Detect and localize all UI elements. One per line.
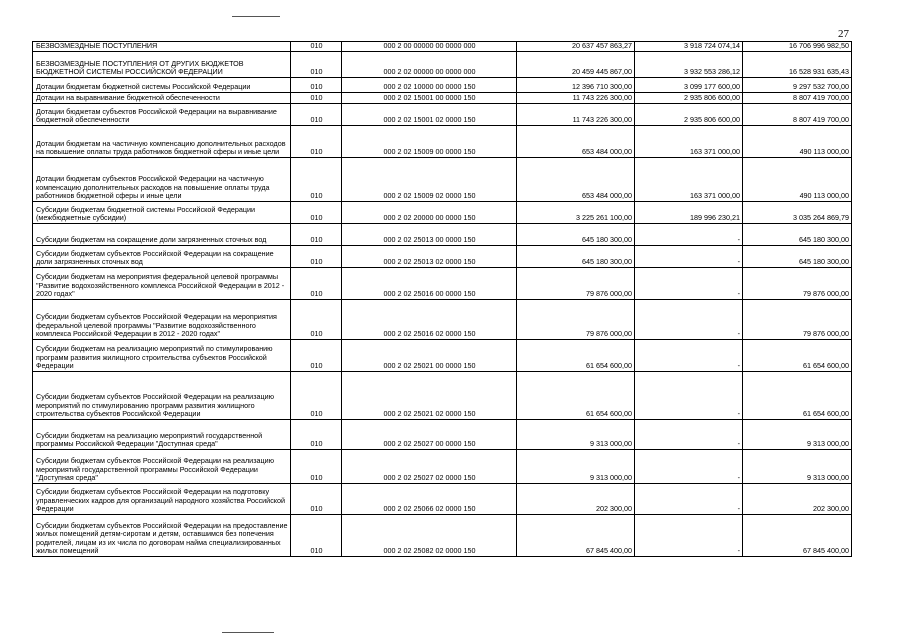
row-plan-value: 645 180 300,00 — [517, 246, 635, 268]
budget-table-body — [33, 42, 852, 557]
row-admin-code: 010 — [291, 42, 342, 52]
row-budget-code: 000 2 02 25021 00 0000 150 — [342, 340, 517, 372]
row-total-value: 3 035 264 869,79 — [743, 202, 852, 224]
row-plan-value: 79 876 000,00 — [517, 300, 635, 340]
row-change-value: - — [635, 450, 743, 484]
row-budget-code: 000 2 02 25027 02 0000 150 — [342, 450, 517, 484]
row-change-value: - — [635, 224, 743, 246]
row-total-value: 645 180 300,00 — [743, 246, 852, 268]
row-admin-code: 010 — [291, 450, 342, 484]
row-change-value: - — [635, 340, 743, 372]
row-total-value: 9 313 000,00 — [743, 450, 852, 484]
row-plan-value: 653 484 000,00 — [517, 158, 635, 202]
row-plan-value: 20 637 457 863,27 — [517, 42, 635, 52]
row-name: Дотации бюджетам на частичную компенсацию дополнительных расходов на повышение оплаты труда работников бюджетной сферы и иные цели — [33, 126, 291, 158]
row-name: Субсидии бюджетам на реализацию мероприятий по стимулированию программ развития жилищного строительства субъектов Российской Федерации — [33, 340, 291, 372]
row-change-value: 189 996 230,21 — [635, 202, 743, 224]
row-budget-code: 000 2 02 25021 02 0000 150 — [342, 372, 517, 420]
row-change-value: - — [635, 420, 743, 450]
budget-table — [32, 41, 852, 557]
row-budget-code: 000 2 02 25016 00 0000 150 — [342, 268, 517, 300]
row-budget-code: 000 2 02 25066 02 0000 150 — [342, 484, 517, 515]
row-name: Дотации бюджетам субъектов Российской Федерации на частичную компенсацию дополнительных расходов на повышение оплаты труда работников бюджетной сферы и иные цели — [33, 158, 291, 202]
row-budget-code: 000 2 02 15001 00 0000 150 — [342, 93, 517, 104]
row-name: Субсидии бюджетам бюджетной системы Российской Федерации (межбюджетные субсидии) — [33, 202, 291, 224]
row-total-value: 645 180 300,00 — [743, 224, 852, 246]
table-row — [33, 340, 852, 372]
row-admin-code: 010 — [291, 202, 342, 224]
row-budget-code: 000 2 02 25082 02 0000 150 — [342, 515, 517, 557]
row-name: Субсидии бюджетам субъектов Российской Федерации на подготовку управленческих кадров для организаций народного хозяйства Российской Федерации — [33, 484, 291, 515]
row-budget-code: 000 2 02 25013 00 0000 150 — [342, 224, 517, 246]
row-plan-value: 645 180 300,00 — [517, 224, 635, 246]
row-plan-value: 79 876 000,00 — [517, 268, 635, 300]
scan-mark-bottom — [222, 632, 274, 633]
row-admin-code: 010 — [291, 515, 342, 557]
row-change-value: 3 932 553 286,12 — [635, 52, 743, 78]
row-budget-code: 000 2 02 25013 02 0000 150 — [342, 246, 517, 268]
table-row — [33, 52, 852, 78]
row-name: Субсидии бюджетам субъектов Российской Федерации на мероприятия федеральной целевой программы "Развитие водохозяйственного комплекса Российской Федерации в 2012 - 2020 годах" — [33, 300, 291, 340]
row-name: Субсидии бюджетам на реализацию мероприятий государственной программы Российской Федерации "Доступная среда" — [33, 420, 291, 450]
row-admin-code: 010 — [291, 246, 342, 268]
row-name: Субсидии бюджетам субъектов Российской Федерации на предоставление жилых помещений детям-сиротам и детям, оставшимся без попечения родителей, лицам из их числа по договорам найма специализированных жилых помещений — [33, 515, 291, 557]
row-total-value: 202 300,00 — [743, 484, 852, 515]
row-budget-code: 000 2 02 25016 02 0000 150 — [342, 300, 517, 340]
table-row — [33, 450, 852, 484]
scan-mark-top — [232, 16, 280, 17]
row-budget-code: 000 2 02 00000 00 0000 000 — [342, 52, 517, 78]
row-total-value: 61 654 600,00 — [743, 372, 852, 420]
row-plan-value: 67 845 400,00 — [517, 515, 635, 557]
row-admin-code: 010 — [291, 268, 342, 300]
row-admin-code: 010 — [291, 372, 342, 420]
row-total-value: 9 313 000,00 — [743, 420, 852, 450]
table-row — [33, 420, 852, 450]
row-name: Субсидии бюджетам субъектов Российской Федерации на реализацию мероприятий по стимулированию программ развития жилищного строительства субъектов Российской Федерации — [33, 372, 291, 420]
table-row — [33, 372, 852, 420]
row-total-value: 61 654 600,00 — [743, 340, 852, 372]
row-budget-code: 000 2 02 15009 00 0000 150 — [342, 126, 517, 158]
row-name: БЕЗВОЗМЕЗДНЫЕ ПОСТУПЛЕНИЯ — [33, 42, 291, 52]
row-admin-code: 010 — [291, 52, 342, 78]
row-change-value: 2 935 806 600,00 — [635, 93, 743, 104]
row-budget-code: 000 2 02 20000 00 0000 150 — [342, 202, 517, 224]
table-row — [33, 515, 852, 557]
row-plan-value: 9 313 000,00 — [517, 450, 635, 484]
row-admin-code: 010 — [291, 78, 342, 93]
row-total-value: 490 113 000,00 — [743, 126, 852, 158]
row-change-value: - — [635, 515, 743, 557]
row-name: Субсидии бюджетам субъектов Российской Федерации на реализацию мероприятий государственной программы Российской Федерации "Доступная среда" — [33, 450, 291, 484]
row-admin-code: 010 — [291, 420, 342, 450]
table-row — [33, 246, 852, 268]
row-admin-code: 010 — [291, 300, 342, 340]
row-admin-code: 010 — [291, 158, 342, 202]
row-admin-code: 010 — [291, 340, 342, 372]
row-total-value: 79 876 000,00 — [743, 268, 852, 300]
table-row — [33, 268, 852, 300]
row-change-value: - — [635, 372, 743, 420]
table-row — [33, 126, 852, 158]
row-admin-code: 010 — [291, 484, 342, 515]
row-admin-code: 010 — [291, 224, 342, 246]
row-name: Дотации бюджетам бюджетной системы Российской Федерации — [33, 78, 291, 93]
row-plan-value: 3 225 261 100,00 — [517, 202, 635, 224]
row-name: Дотации на выравнивание бюджетной обеспеченности — [33, 93, 291, 104]
row-change-value: 3 099 177 600,00 — [635, 78, 743, 93]
row-change-value: - — [635, 246, 743, 268]
page-number: 27 — [838, 28, 849, 40]
row-change-value: 163 371 000,00 — [635, 126, 743, 158]
row-change-value: - — [635, 268, 743, 300]
row-change-value: 2 935 806 600,00 — [635, 104, 743, 126]
row-plan-value: 61 654 600,00 — [517, 340, 635, 372]
row-admin-code: 010 — [291, 126, 342, 158]
row-plan-value: 11 743 226 300,00 — [517, 93, 635, 104]
table-row — [33, 93, 852, 104]
row-name: Дотации бюджетам субъектов Российской Федерации на выравнивание бюджетной обеспеченности — [33, 104, 291, 126]
row-change-value: 163 371 000,00 — [635, 158, 743, 202]
table-row — [33, 42, 852, 52]
table-row — [33, 104, 852, 126]
table-row — [33, 158, 852, 202]
table-row — [33, 202, 852, 224]
row-name: БЕЗВОЗМЕЗДНЫЕ ПОСТУПЛЕНИЯ ОТ ДРУГИХ БЮДЖЕТОВ БЮДЖЕТНОЙ СИСТЕМЫ РОССИЙСКОЙ ФЕДЕРАЦИИ — [33, 52, 291, 78]
row-budget-code: 000 2 02 25027 00 0000 150 — [342, 420, 517, 450]
row-name: Субсидии бюджетам на сокращение доли загрязненных сточных вод — [33, 224, 291, 246]
row-plan-value: 20 459 445 867,00 — [517, 52, 635, 78]
row-admin-code: 010 — [291, 93, 342, 104]
row-plan-value: 9 313 000,00 — [517, 420, 635, 450]
row-name: Субсидии бюджетам субъектов Российской Федерации на сокращение доли загрязненных сточных вод — [33, 246, 291, 268]
row-change-value: 3 918 724 074,14 — [635, 42, 743, 52]
row-total-value: 8 807 419 700,00 — [743, 104, 852, 126]
table-row — [33, 224, 852, 246]
row-change-value: - — [635, 484, 743, 515]
row-plan-value: 61 654 600,00 — [517, 372, 635, 420]
row-budget-code: 000 2 02 15001 02 0000 150 — [342, 104, 517, 126]
row-total-value: 79 876 000,00 — [743, 300, 852, 340]
row-plan-value: 202 300,00 — [517, 484, 635, 515]
row-name: Субсидии бюджетам на мероприятия федеральной целевой программы "Развитие водохозяйственного комплекса Российской Федерации в 2012 - 2020 годах" — [33, 268, 291, 300]
row-total-value: 67 845 400,00 — [743, 515, 852, 557]
row-total-value: 16 706 996 982,50 — [743, 42, 852, 52]
table-row — [33, 484, 852, 515]
row-plan-value: 12 396 710 300,00 — [517, 78, 635, 93]
table-row — [33, 300, 852, 340]
row-change-value: - — [635, 300, 743, 340]
row-budget-code: 000 2 00 00000 00 0000 000 — [342, 42, 517, 52]
row-total-value: 16 528 931 635,43 — [743, 52, 852, 78]
row-total-value: 8 807 419 700,00 — [743, 93, 852, 104]
row-budget-code: 000 2 02 10000 00 0000 150 — [342, 78, 517, 93]
row-total-value: 490 113 000,00 — [743, 158, 852, 202]
table-row — [33, 78, 852, 93]
row-total-value: 9 297 532 700,00 — [743, 78, 852, 93]
row-plan-value: 653 484 000,00 — [517, 126, 635, 158]
row-budget-code: 000 2 02 15009 02 0000 150 — [342, 158, 517, 202]
row-plan-value: 11 743 226 300,00 — [517, 104, 635, 126]
row-admin-code: 010 — [291, 104, 342, 126]
